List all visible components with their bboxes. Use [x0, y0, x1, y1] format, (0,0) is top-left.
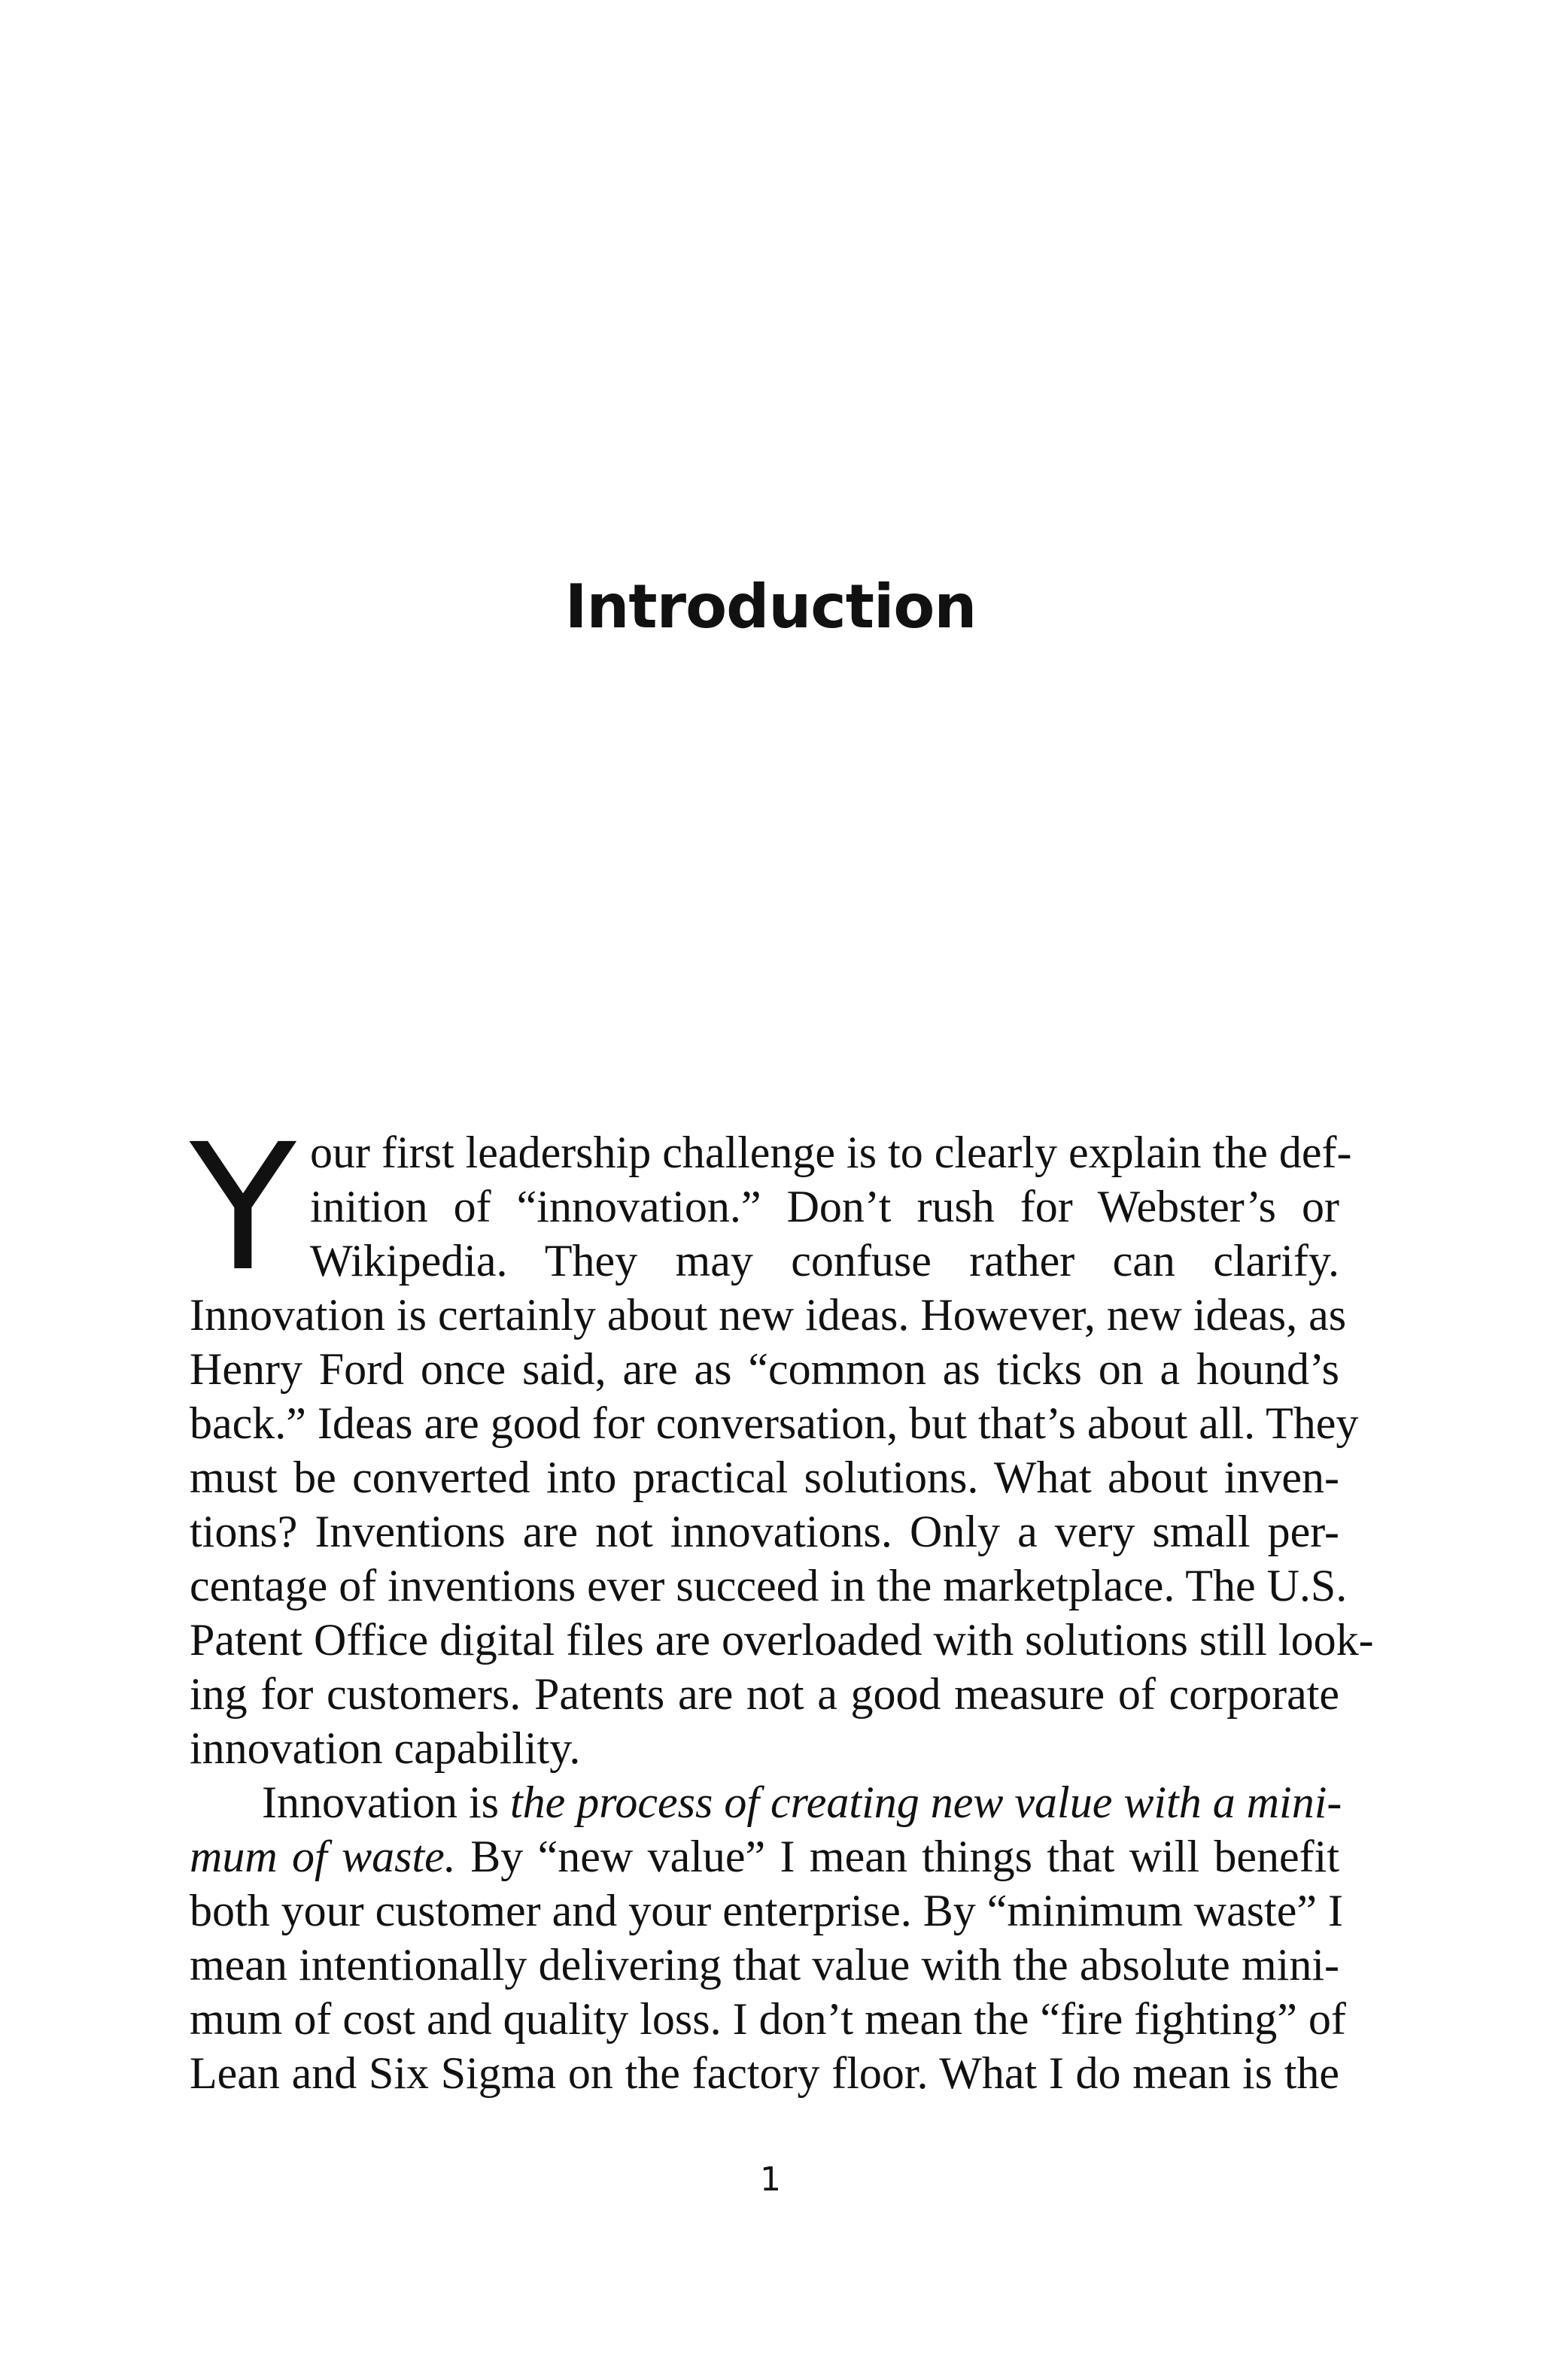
- italic-definition: mum of waste.: [190, 1832, 456, 1881]
- page-number: 1: [760, 2160, 781, 2199]
- italic-definition: the process of creating new value with a mini-: [509, 1777, 1342, 1827]
- paragraph-line: tions? Inventions are not innovations. Only a very small per-: [190, 1507, 1339, 1556]
- paragraph-line: both your customer and your enterprise. By “minimum waste” I: [190, 1886, 1343, 1935]
- paragraph-line: innovation capability.: [190, 1723, 581, 1773]
- paragraph-line: [190, 1829, 1339, 1884]
- line-text: By “new value” I mean things that will benefit: [455, 1832, 1340, 1881]
- paragraph-line: Wikipedia. They may confuse rather can clarify.: [310, 1236, 1339, 1286]
- paragraph-line: mean intentionally delivering that value with the absolute mini-: [190, 1940, 1339, 1990]
- paragraph-line: back.” Ideas are good for conversation, but that’s about all. They: [190, 1398, 1359, 1448]
- paragraph-line: mum of cost and quality loss. I don’t mean the “fire fighting” of: [190, 1994, 1346, 2044]
- paragraph-line: Lean and Six Sigma on the factory floor. What I do mean is the: [190, 2048, 1339, 2098]
- paragraph-line: ing for customers. Patents are not a good measure of corporate: [190, 1669, 1339, 1719]
- paragraph-line: centage of inventions ever succeed in the marketplace. The U.S.: [190, 1561, 1348, 1610]
- paragraph-line: must be converted into practical solutions. What about inven-: [190, 1453, 1339, 1502]
- paragraph-line: our first leadership challenge is to clearly explain the def-: [310, 1128, 1352, 1177]
- line-text: Innovation is: [262, 1777, 510, 1827]
- drop-cap: Y: [190, 1107, 296, 1310]
- paragraph-line: Henry Ford once said, are as “common as ticks on a hound’s: [190, 1344, 1339, 1394]
- paragraph-2: [190, 1775, 1346, 2100]
- paragraph-line: Innovation is certainly about new ideas. However, new ideas, as: [190, 1290, 1347, 1340]
- paragraph-1: [190, 1125, 1374, 1775]
- paragraph-line: Patent Office digital files are overloaded with solutions still look-: [190, 1615, 1374, 1665]
- chapter-title: Introduction: [564, 572, 977, 642]
- paragraph-line: inition of “innovation.” Don’t rush for Webster’s or: [310, 1182, 1339, 1231]
- paragraph-line: [190, 1775, 1342, 1829]
